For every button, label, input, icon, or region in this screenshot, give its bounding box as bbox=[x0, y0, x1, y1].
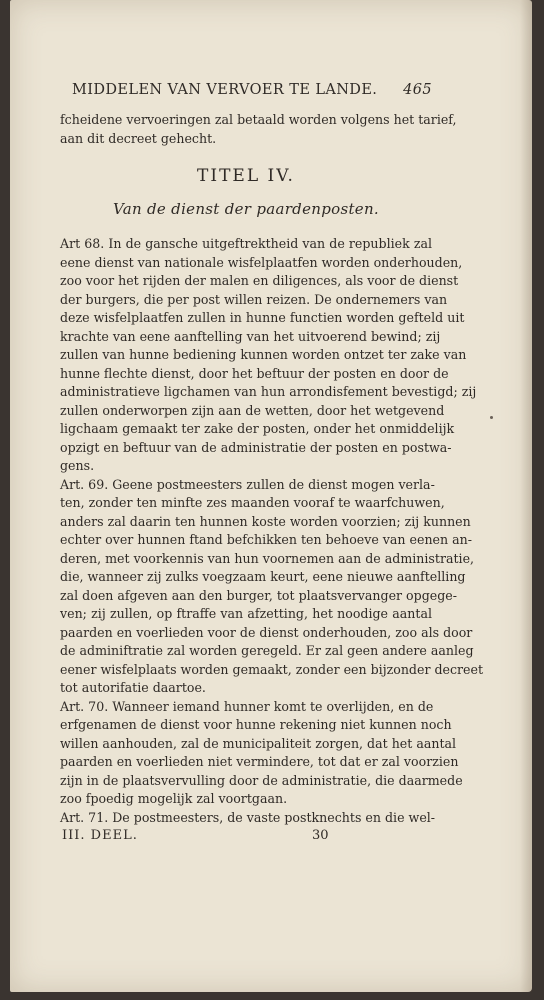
text-line: eene dienst van nationale wisfelplaatfen worden onderhouden, bbox=[60, 254, 463, 270]
text-line: willen aanhouden, zal de municipaliteit zorgen, dat het aantal bbox=[60, 735, 457, 751]
text-line: zoo fpoedig mogelijk zal voortgaan. bbox=[60, 791, 288, 806]
text-line: eener wisfelplaats worden gemaakt, zonder een bijzonder decreet bbox=[60, 661, 484, 677]
text-line: zoo voor het rijden der malen en diligences, als voor de dienst bbox=[60, 273, 459, 288]
text-line: opzigt en beftuur van de administratie der posten en postwa- bbox=[60, 439, 452, 455]
text-line: der burgers, die per post willen reizen. De ondernemers van bbox=[60, 291, 448, 307]
sheet-number: 30 bbox=[312, 828, 329, 843]
text-line: deze wisfelplaatfen zullen in hunne functien worden gefteld uit bbox=[60, 310, 465, 325]
running-title: MIDDELEN VAN VERVOER TE LANDE. bbox=[72, 82, 378, 98]
text-line: gens. bbox=[60, 458, 95, 473]
text-line: ven; zij zullen, op ftraffe van afzetting, het noodige aantal bbox=[60, 606, 432, 621]
text-line: zullen onderworpen zijn aan de wetten, door het wetgevend bbox=[60, 402, 445, 418]
page-footer bbox=[60, 828, 432, 846]
text-line: deren, met voorkennis van hun voornemen aan de administratie, bbox=[60, 550, 475, 566]
article-70 bbox=[60, 698, 463, 809]
text-line: anders zal daarin ten hunnen koste worden voorzien; zij kunnen bbox=[60, 513, 471, 529]
text-block bbox=[60, 82, 484, 846]
article-69 bbox=[60, 476, 484, 698]
page-number: 465 bbox=[403, 82, 432, 98]
text-line: die, wanneer zij zulks voegzaam keurt, eene nieuwe aanftelling bbox=[60, 569, 466, 584]
text-line: paarden en voerlieden niet vermindere, tot dat er zal voorzien bbox=[60, 754, 459, 769]
text-line: Art. 70. Wanneer iemand hunner komt te overlijden, en de bbox=[60, 698, 434, 714]
text-line: paarden en voerlieden voor de dienst onderhouden, zoo als door bbox=[60, 624, 473, 640]
text-line: hunne flechte dienst, door het beftuur der posten en door de bbox=[60, 365, 449, 381]
text-line: de adminiftratie zal worden geregeld. Er zal geen andere aanleg bbox=[60, 643, 474, 658]
text-line: ten, zonder ten minfte zes maanden vooraf te waarfchuwen, bbox=[60, 495, 445, 510]
text-line: ligchaam gemaakt ter zake der posten, onder het onmiddelijk bbox=[60, 421, 455, 436]
text-line: zal doen afgeven aan den burger, tot plaatsvervanger opgege- bbox=[60, 587, 457, 603]
text-line: administratieve ligchamen van hun arrondisfement bevestigd; zij bbox=[60, 384, 477, 399]
text-line: erfgenamen de dienst voor hunne rekening niet kunnen noch bbox=[60, 717, 452, 732]
volume-signature: III. DEEL. bbox=[62, 828, 138, 843]
paper-speck bbox=[490, 416, 493, 419]
text-line: krachte van eene aanftelling van het uitvoerend bewind; zij bbox=[60, 328, 441, 344]
text-line: aan dit decreet gehecht. bbox=[60, 130, 217, 146]
intro-paragraph bbox=[60, 111, 457, 148]
article-71 bbox=[60, 809, 436, 828]
running-header bbox=[60, 82, 432, 104]
text-line: zijn in de plaatsvervulling door de administratie, die daarmede bbox=[60, 772, 463, 788]
text-line: Art. 71. De postmeesters, de vaste postknechts en die wel- bbox=[60, 809, 436, 825]
section-subtitle: Van de dienst der paardenposten. bbox=[113, 200, 379, 218]
page-edge-shadow bbox=[520, 0, 532, 992]
text-line: tot autorifatie daartoe. bbox=[60, 680, 206, 695]
text-line: Art. 69. Geene postmeesters zullen de dienst mogen verla- bbox=[60, 476, 435, 492]
section-title: TITEL IV. bbox=[197, 166, 295, 186]
text-line: fcheidene vervoeringen zal betaald worden volgens het tarief, bbox=[60, 112, 457, 127]
text-line: Art 68. In de gansche uitgeftrektheid van de republiek zal bbox=[60, 236, 432, 251]
text-line: echter over hunnen ftand befchikken ten behoeve van eenen an- bbox=[60, 532, 472, 547]
book-page bbox=[10, 0, 532, 992]
text-line: zullen van hunne bediening kunnen worden ontzet ter zake van bbox=[60, 347, 467, 362]
article-68 bbox=[60, 235, 477, 476]
